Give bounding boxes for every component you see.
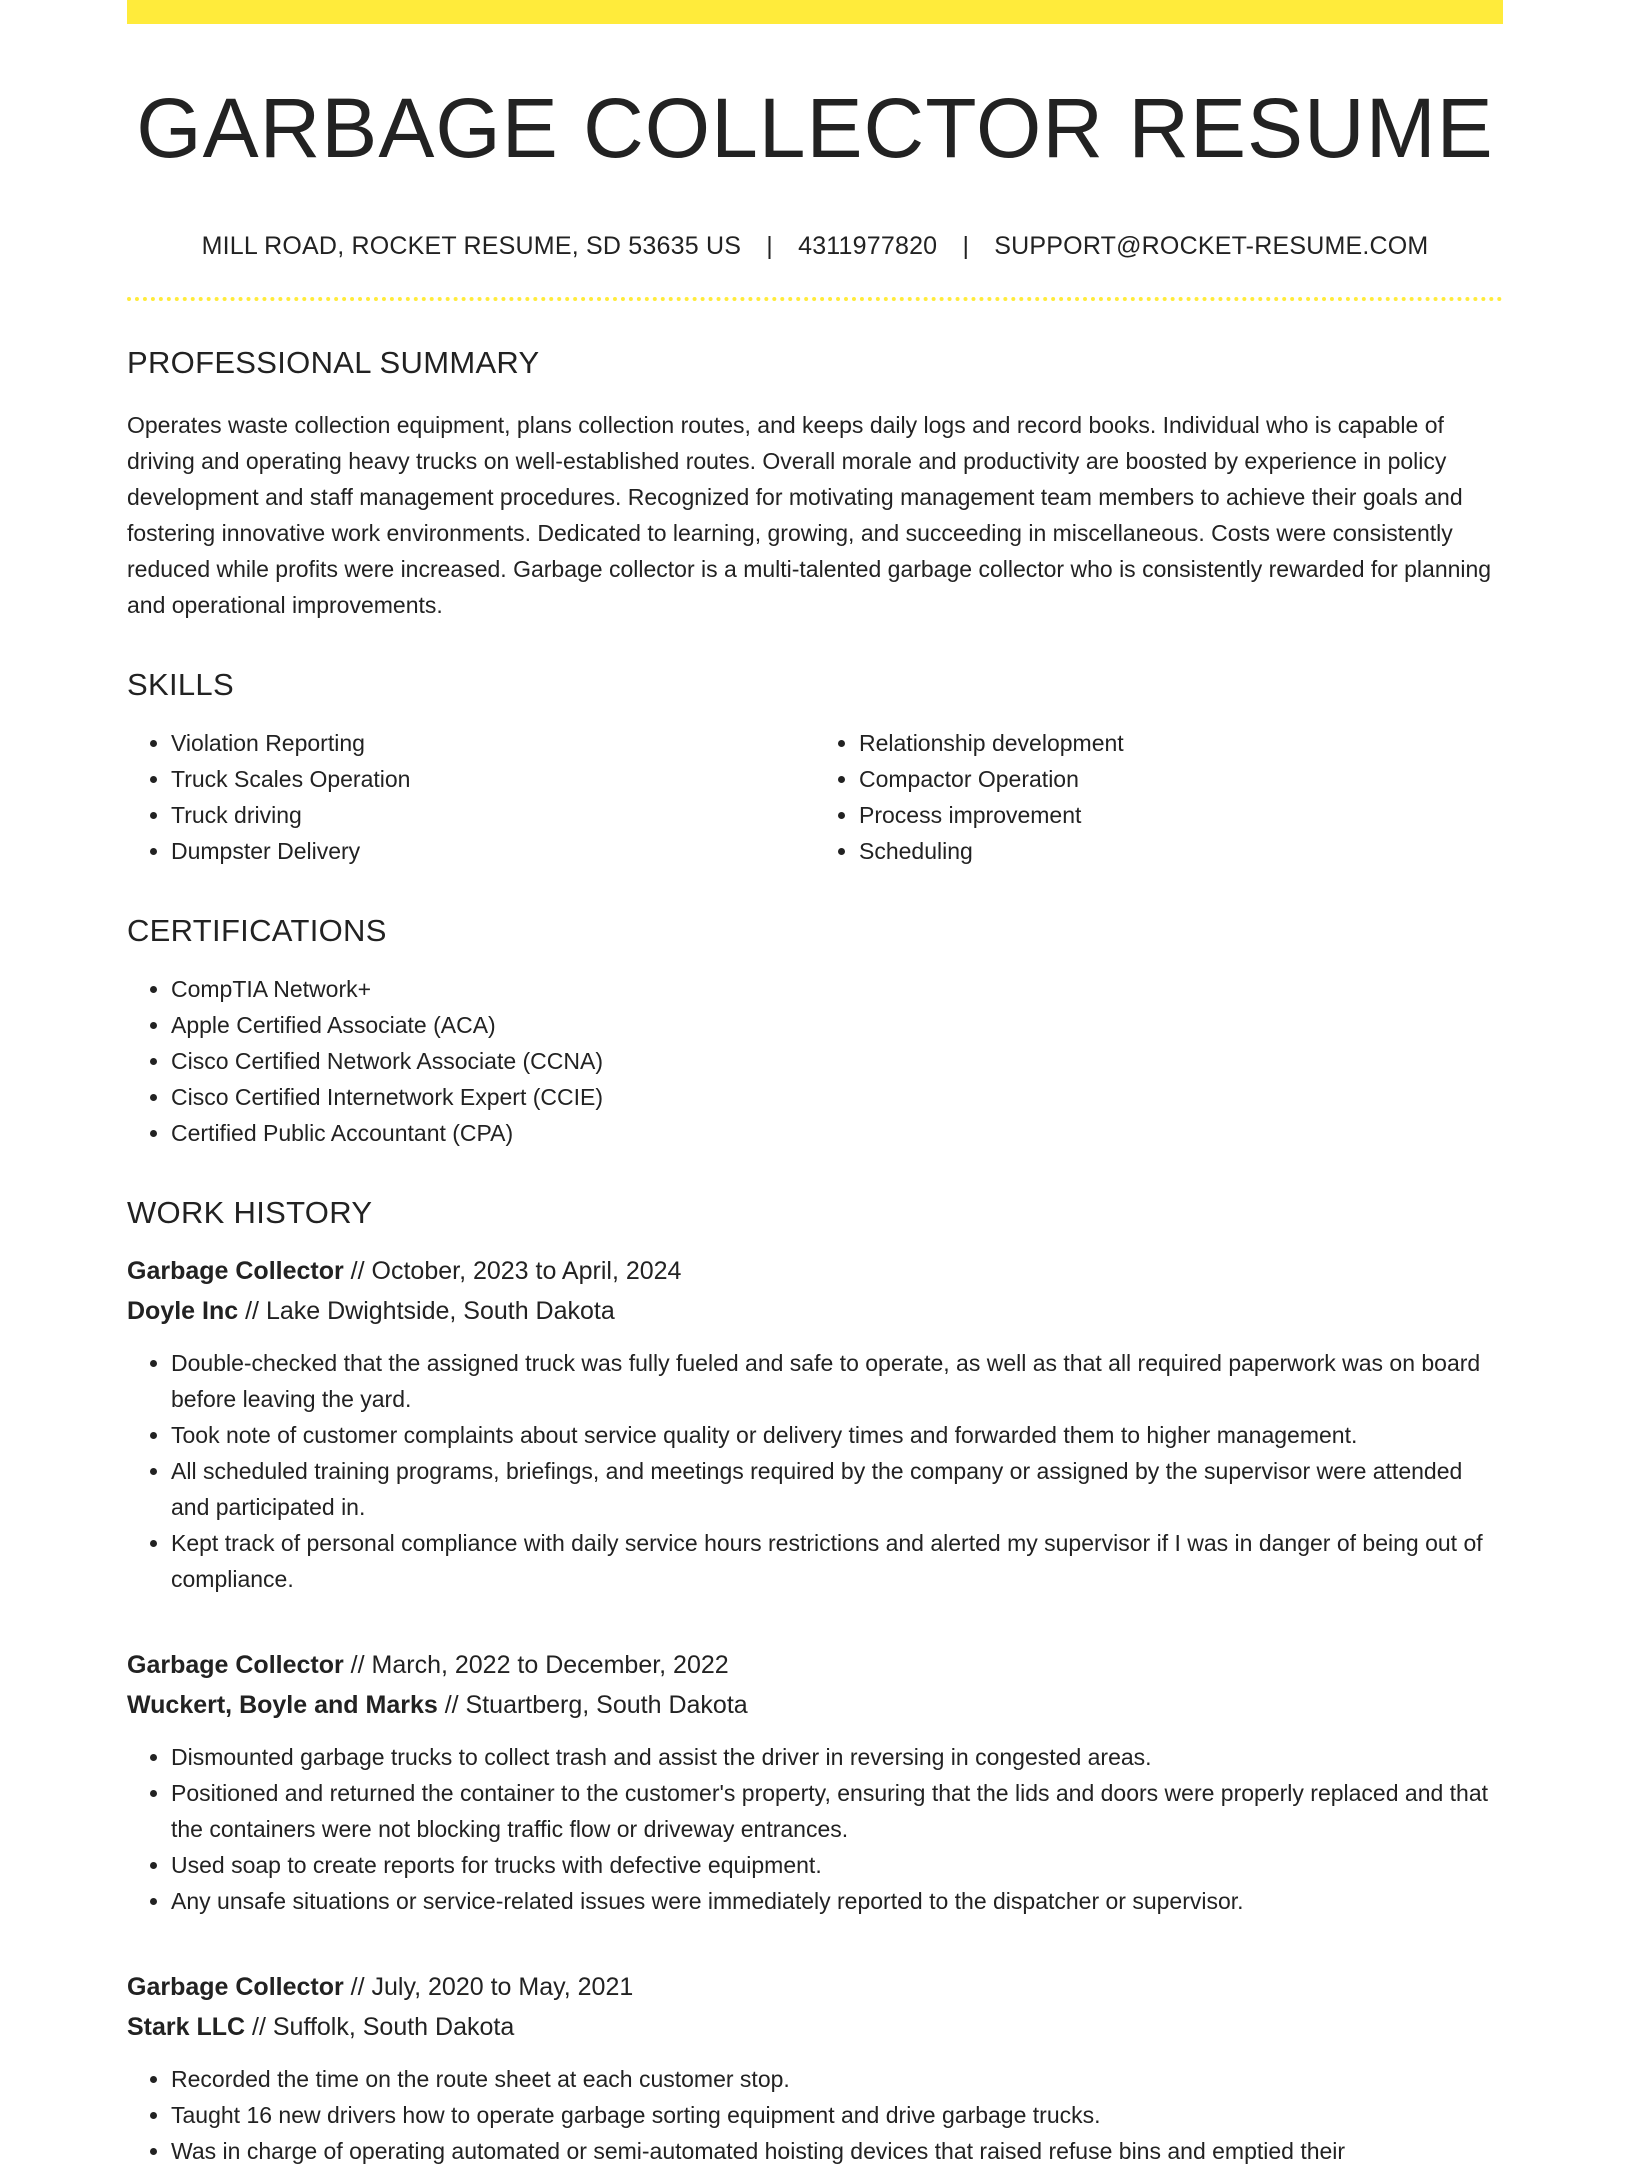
job-entry	[127, 1967, 1503, 2169]
skill-item: • Violation Reporting	[171, 725, 815, 761]
job-title: Garbage Collector	[127, 1973, 344, 2001]
summary-text: Operates waste collection equipment, plans collection routes, and keeps daily logs and record books. Individual who is capable of driving and operating heavy trucks on well-established routes. Overall morale and productivity are boosted by experience in policy development and staff management procedures. Recognized for motivating management team members to achieve their goals and fostering innovative work environments. Dedicated to learning, growing, and succeeding in miscellaneous. Costs were consistently reduced while profits were increased. Garbage collector is a multi-talented garbage collector who is consistently rewarded for planning and operational improvements.	[127, 412, 1492, 618]
job-bullet: • Recorded the time on the route sheet at each customer stop.	[171, 2061, 1503, 2097]
job-title-line	[127, 1251, 1503, 1291]
job-bullet: • Double-checked that the assigned truck was fully fueled and safe to operate, as well as that all required paperwork was on board before leaving the yard.	[171, 1345, 1503, 1417]
job-title-line	[127, 1967, 1503, 2007]
job-title-line	[127, 1645, 1503, 1685]
skill-item: • Truck driving	[171, 797, 815, 833]
job-company: Doyle Inc	[127, 1297, 239, 1325]
skill-item: • Truck Scales Operation	[171, 761, 815, 797]
job-bullet: • Positioned and returned the container to the customer's property, ensuring that the lids and doors were properly replaced and that the containers were not blocking traffic flow or driveway entrances.	[171, 1775, 1503, 1847]
separator: |	[766, 232, 773, 260]
skills-heading: SKILLS	[127, 667, 234, 702]
skill-item: • Compactor Operation	[859, 761, 1503, 797]
job-location: // Stuartberg, South Dakota	[437, 1691, 748, 1719]
job-dates: // March, 2022 to December, 2022	[343, 1651, 729, 1679]
resume-page	[127, 0, 1503, 2169]
job-bullet: • Dismounted garbage trucks to collect trash and assist the driver in reversing in congested areas.	[171, 1739, 1503, 1775]
job-bullet: • Kept track of personal compliance with daily service hours restrictions and alerted my supervisor if I was in danger of being out of compliance.	[171, 1525, 1503, 1597]
job-bullets	[127, 1739, 1503, 1919]
separator: |	[962, 232, 970, 260]
skill-item: • Dumpster Delivery	[171, 833, 815, 869]
skills-list	[127, 725, 1503, 869]
job-bullet: • All scheduled training programs, briefings, and meetings required by the company or assigned by the supervisor were attended and participated in.	[171, 1453, 1503, 1525]
job-dates: // October, 2023 to April, 2024	[343, 1257, 682, 1285]
job-entry	[127, 1251, 1503, 1597]
job-company-line	[127, 1685, 1503, 1725]
dotted-divider	[127, 297, 1503, 301]
certification-item: • Certified Public Accountant (CPA)	[171, 1115, 1503, 1151]
skills-right-column	[815, 725, 1503, 869]
certifications-heading: CERTIFICATIONS	[127, 913, 387, 948]
job-bullet: • Took note of customer complaints about service quality or delivery times and forwarded them to higher management.	[171, 1417, 1503, 1453]
job-dates: // July, 2020 to May, 2021	[343, 1973, 634, 2001]
address: MILL ROAD, ROCKET RESUME, SD 53635 US	[201, 232, 742, 260]
job-bullet: • Taught 16 new drivers how to operate garbage sorting equipment and drive garbage trucks.	[171, 2097, 1503, 2133]
certifications-list	[127, 971, 1503, 1151]
skill-item: • Process improvement	[859, 797, 1503, 833]
resume-title: GARBAGE COLLECTOR RESUME	[136, 81, 1494, 175]
job-title: Garbage Collector	[127, 1257, 344, 1285]
job-company-line	[127, 1291, 1503, 1331]
phone: 4311977820	[798, 232, 938, 260]
job-bullet: • Any unsafe situations or service-related issues were immediately reported to the dispatcher or supervisor.	[171, 1883, 1503, 1919]
certification-item: • Cisco Certified Internetwork Expert (CCIE)	[171, 1079, 1503, 1115]
contact-line	[127, 232, 1503, 261]
email: SUPPORT@ROCKET-RESUME.COM	[994, 232, 1429, 260]
skills-left-column	[127, 725, 815, 869]
job-bullets	[127, 2061, 1503, 2169]
skill-item: • Scheduling	[859, 833, 1503, 869]
job-title: Garbage Collector	[127, 1651, 344, 1679]
accent-bar	[127, 0, 1503, 24]
job-bullet: • Was in charge of operating automated or semi-automated hoisting devices that raised refuse bins and emptied their	[171, 2133, 1503, 2169]
job-bullets	[127, 1345, 1503, 1597]
job-company: Stark LLC	[127, 2013, 246, 2041]
skill-item: • Relationship development	[859, 725, 1503, 761]
certification-item: • CompTIA Network+	[171, 971, 1503, 1007]
work-history-heading: WORK HISTORY	[127, 1195, 373, 1230]
job-location: // Suffolk, South Dakota	[245, 2013, 515, 2041]
certification-item: • Cisco Certified Network Associate (CCNA)	[171, 1043, 1503, 1079]
job-company: Wuckert, Boyle and Marks	[127, 1691, 438, 1719]
job-company-line	[127, 2007, 1503, 2047]
job-bullet: • Used soap to create reports for trucks with defective equipment.	[171, 1847, 1503, 1883]
certification-item: • Apple Certified Associate (ACA)	[171, 1007, 1503, 1043]
job-entry	[127, 1645, 1503, 1919]
summary-heading: PROFESSIONAL SUMMARY	[127, 345, 540, 380]
job-location: // Lake Dwightside, South Dakota	[238, 1297, 615, 1325]
